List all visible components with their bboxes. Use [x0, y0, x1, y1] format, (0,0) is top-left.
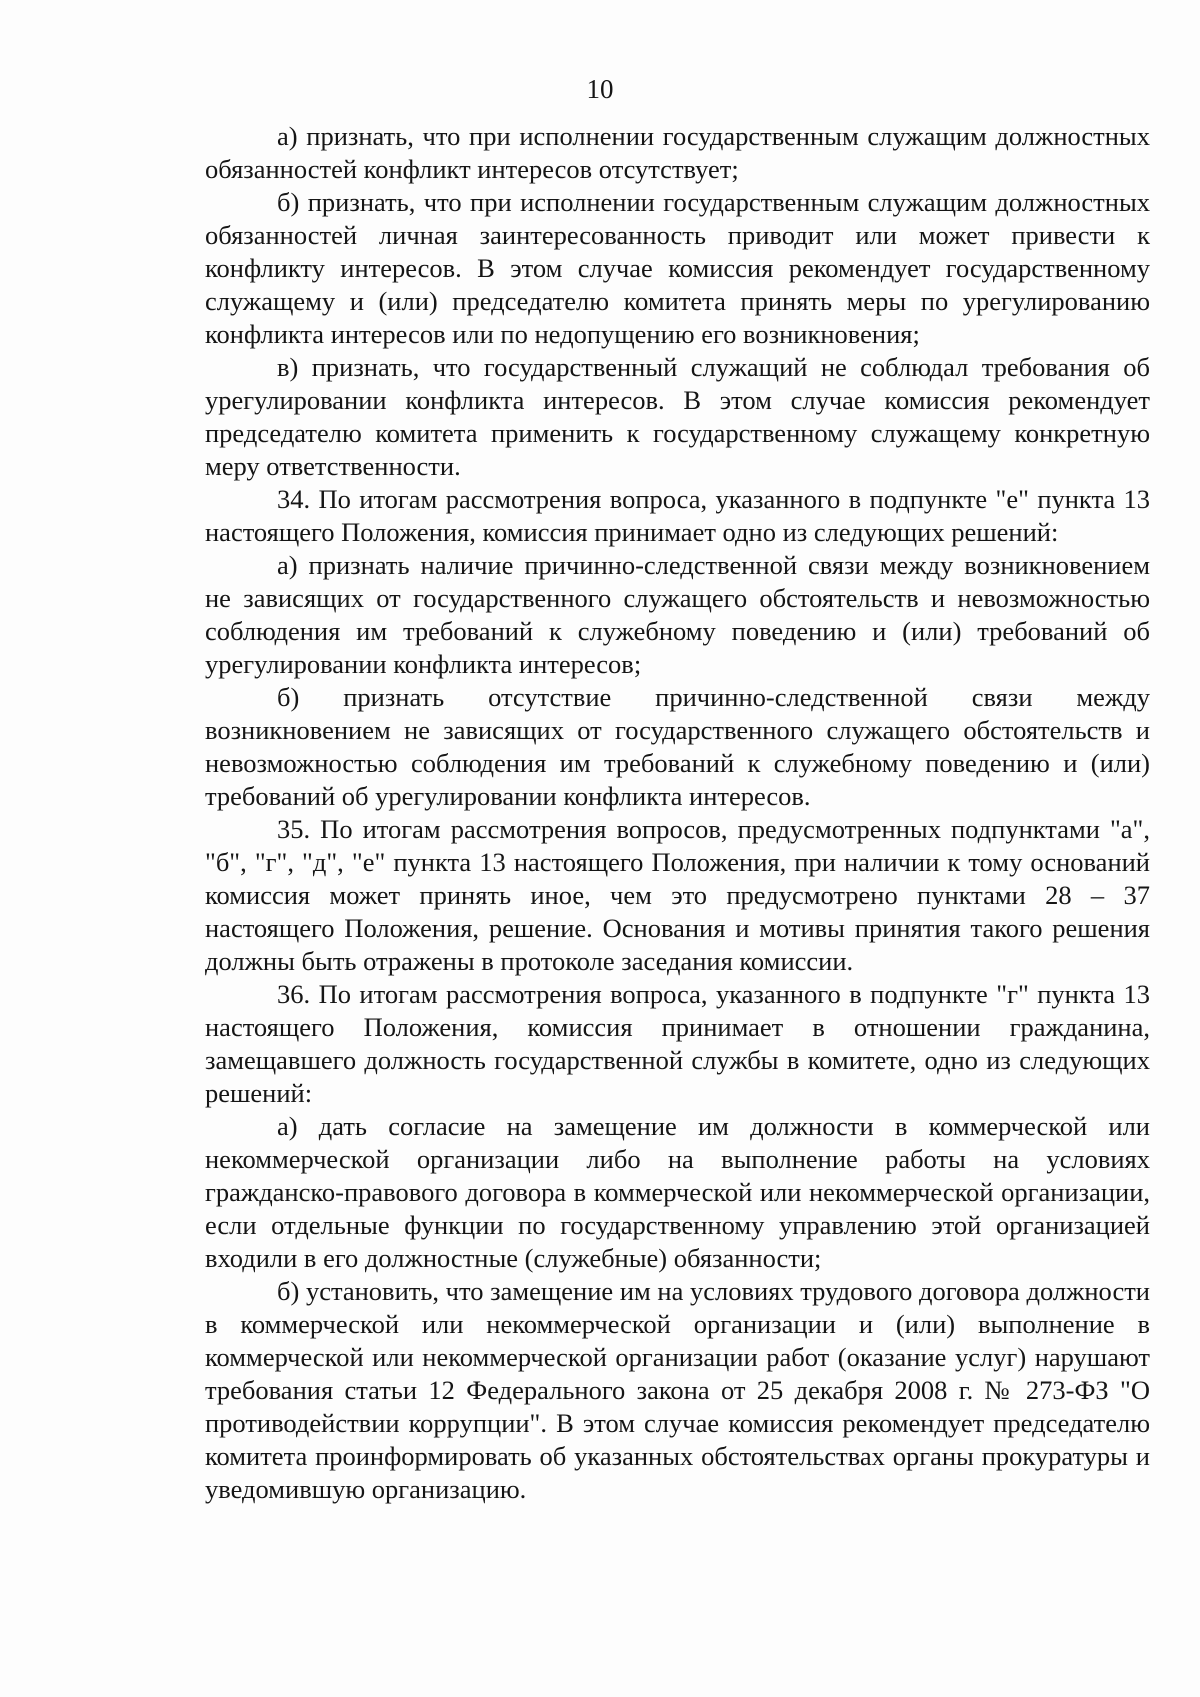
paragraph-33b: б) признать, что при исполнении государственным служащим должностных обязанностей личная заинтересованность приводит или может привести к конфликту интересов. В этом случае комиссия рекомендует государственному служащему и (или) председателю комитета принять меры по урегулированию конфликта интересов или по недопущению его возникновения;	[205, 187, 1150, 349]
paragraph-34a: а) признать наличие причинно-следственной связи между возникновением не зависящих от государственного служащего обстоятельств и невозможностью соблюдения им требований к служебному поведению и (или) требований об урегулировании конфликта интересов;	[205, 550, 1150, 679]
paragraph-35: 35. По итогам рассмотрения вопросов, предусмотренных подпунктами "а", "б", "г", "д", "е" пункта 13 настоящего Положения, при наличии к тому оснований комиссия может принять иное, чем это предусмотрено пунктами 28 – 37 настоящего Положения, решение. Основания и мотивы принятия такого решения должны быть отражены в протоколе заседания комиссии.	[205, 814, 1150, 976]
page-number: 10	[586, 74, 614, 104]
document-body	[205, 120, 1150, 1506]
paragraph-33a: а) признать, что при исполнении государственным служащим должностных обязанностей конфликт интересов отсутствует;	[205, 121, 1150, 184]
paragraph-36a: а) дать согласие на замещение им должности в коммерческой или некоммерческой организации либо на выполнение работы на условиях гражданско-правового договора в коммерческой или некоммерческой организации, если отдельные функции по государственному управлению этой организацией входили в его должностные (служебные) обязанности;	[205, 1111, 1150, 1273]
paragraph-33v: в) признать, что государственный служащий не соблюдал требования об урегулировании конфликта интересов. В этом случае комиссия рекомендует председателю комитета применить к государственному служащему конкретную меру ответственности.	[205, 352, 1150, 481]
paragraph-36b: б) установить, что замещение им на условиях трудового договора должности в коммерческой или некоммерческой организации и (или) выполнение в коммерческой или некоммерческой организации работ (оказание услуг) нарушают требования статьи 12 Федерального закона от 25 декабря 2008 г. № 273-ФЗ "О противодействии коррупции". В этом случае комиссия рекомендует председателю комитета проинформировать об указанных обстоятельствах органы прокуратуры и уведомившую организацию.	[205, 1276, 1150, 1504]
paragraph-34b: б) признать отсутствие причинно-следственной связи между возникновением не зависящих от государственного служащего обстоятельств и невозможностью соблюдения им требований к служебному поведению и (или) требований об урегулировании конфликта интересов.	[205, 682, 1150, 811]
paragraph-36: 36. По итогам рассмотрения вопроса, указанного в подпункте "г" пункта 13 настоящего Положения, комиссия принимает в отношении гражданина, замещавшего должность государственной службы в комитете, одно из следующих решений:	[205, 979, 1150, 1108]
paragraph-34: 34. По итогам рассмотрения вопроса, указанного в подпункте "е" пункта 13 настоящего Положения, комиссия принимает одно из следующих решений:	[205, 484, 1150, 547]
